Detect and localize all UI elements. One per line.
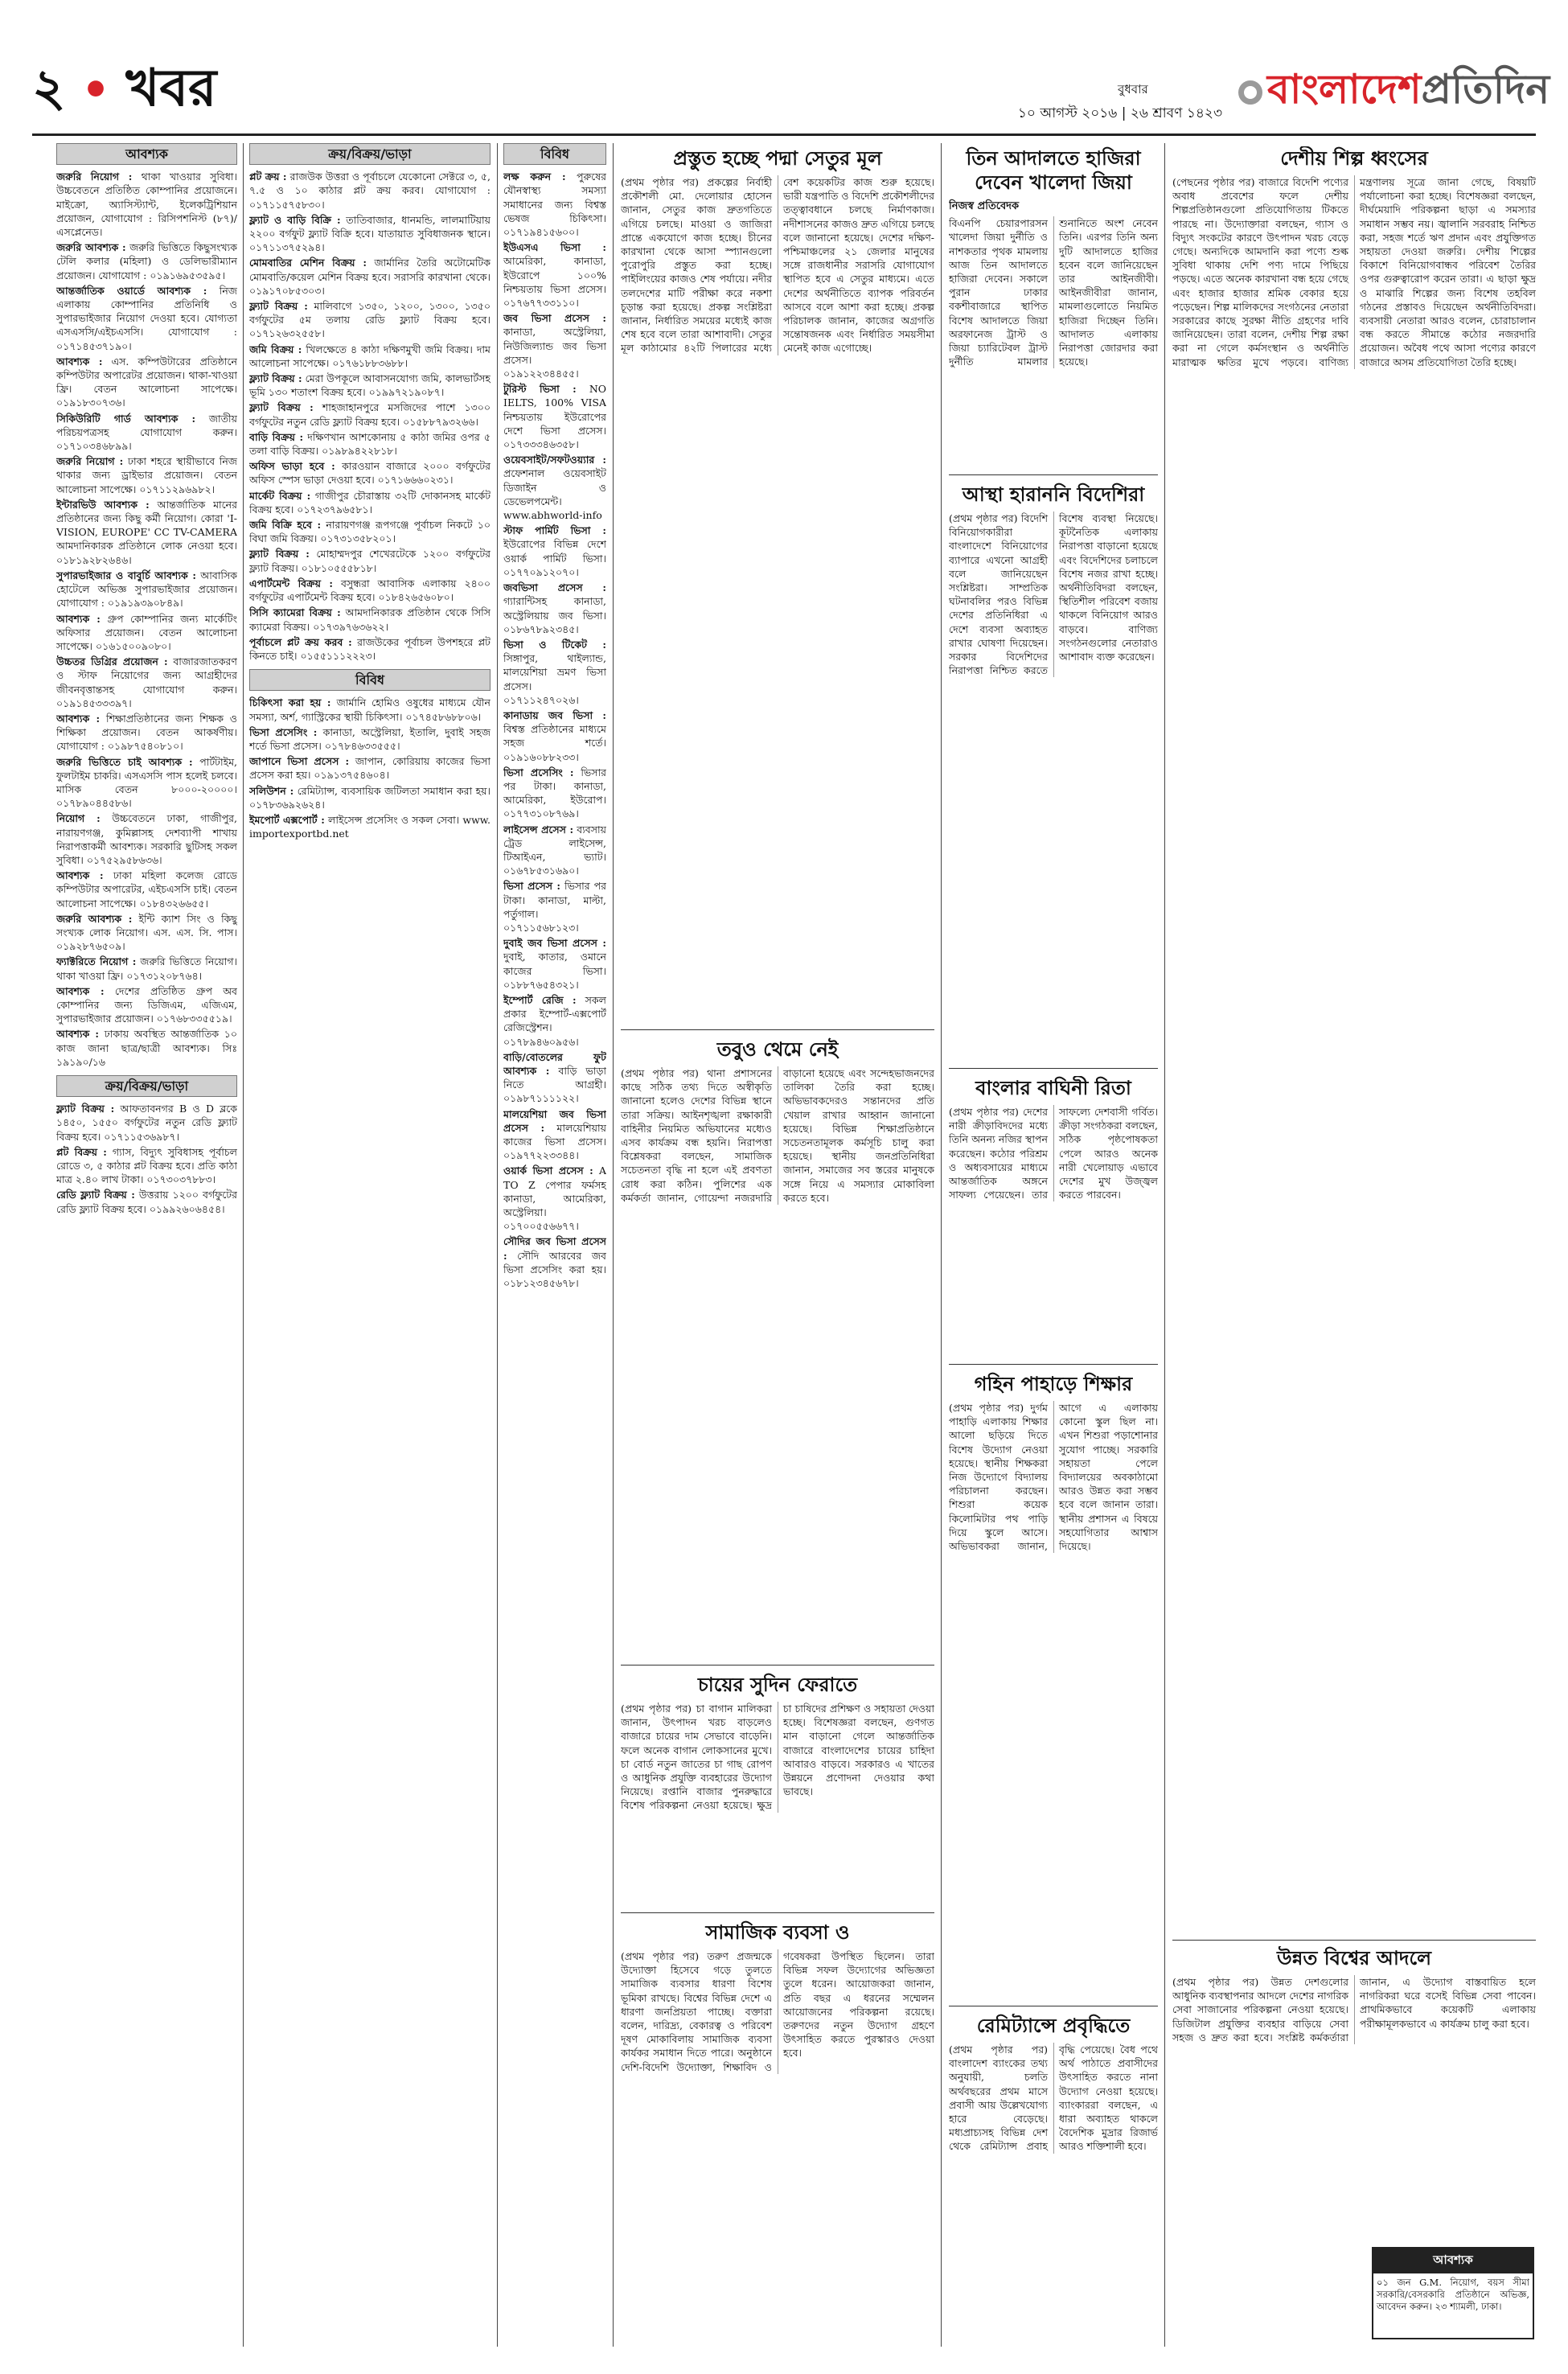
classified-ad-title: ইমপোর্ট এক্সপোর্ট : <box>249 813 325 826</box>
article-body: (প্রথম পৃষ্ঠার পর) থানা প্রশাসনের কাছে সঠিক তথ্য দিতে অস্বীকৃতি জানানো হলেও দেশের বিভিন্ন স্থানে তারা সক্রিয়। আইনশৃঙ্খলা রক্ষাকারী বাহিনীর নিয়মিত অভিযানের মধ্যেও এসব কার্যক্রম বন্ধ হয়নি। নিরাপত্তা বিশ্লেষকরা বলছেন, সামাজিক সচেতনতা বৃদ্ধি না হলে এই প্রবণতা রোধ করা কঠিন। পুলিশের এক কর্মকর্তা জানান, গোয়েন্দা নজরদারি বাড়ানো হয়েছে এবং সন্দেহভাজনদের তালিকা তৈরি করা হচ্ছে। অভিভাবকদেরও সন্তানদের প্রতি খেয়াল রাখার আহ্বান জানানো হয়েছে। বিভিন্ন শিক্ষাপ্রতিষ্ঠানে সচেতনতামূলক কর্মসূচি চালু করা হয়েছে। স্থানীয় জনপ্রতিনিধিরা জানান, সমাজের সব স্তরের মানুষকে সঙ্গে নিয়ে এ সমস্যার মোকাবিলা করতে হবে। <box>621 1067 934 1204</box>
classified-ad <box>503 1107 606 1163</box>
classified-ad-title: পূর্বাচলে প্লট ক্রয় করব : <box>249 635 352 648</box>
classified-ad <box>56 984 237 1026</box>
classified-ad-text: আফতাবনগর B ও D ব্লকে ১৪৫০, ১৫৫০ বর্গফুটের নতুন রেডি ফ্ল্যাট বিক্রয় হবে। ০১৭১১৫৩৬৯৮৭। <box>56 1103 237 1143</box>
classified-ad-title: জরুরি আবশ্যক : <box>56 241 126 254</box>
classified-ad-text: মালয়েশিয়ায় কাজের ভিসা প্রসেস। ০১৯৭৭২২৩৩৪৪। <box>503 1121 606 1162</box>
page-number: ২ • খবর <box>32 58 217 118</box>
classified-ad-title: আবশ্যক : <box>56 355 103 368</box>
article-rita <box>949 1076 1158 1357</box>
article-headline: রেমিট্যান্সে প্রবৃদ্ধিতে <box>976 2015 1131 2037</box>
classified-ad <box>249 784 491 811</box>
classified-ad <box>249 489 491 516</box>
classified-ad-title: ফ্ল্যাট ও বাড়ি বিক্রি : <box>249 213 341 226</box>
article-hill-education <box>949 1372 1158 1999</box>
classified-ad-title: জাপানে ভিসা প্রসেস : <box>249 755 350 768</box>
column-divider <box>613 143 614 2347</box>
classified-ad <box>249 577 491 604</box>
classified-ad <box>503 170 606 239</box>
classified-ad-title: জরুরি নিয়োগ : <box>56 170 133 183</box>
classified-ad-title: আন্তর্জাতিক ওয়ার্ডে আবশ্যক : <box>56 284 207 297</box>
classified-ad-title: আবশ্যক : <box>56 612 101 625</box>
classified-ad-text: দুবাই, কাতার, ওমানে কাজের ভিসা। ০১৮৮৭৬৫৪৩২১। <box>503 951 606 991</box>
classified-ad <box>249 170 491 212</box>
classified-ad-text: ঢাকা শহরে স্থায়ীভাবে নিজ থাকার জন্য ড্রাইভার প্রয়োজন। বেতন আলোচনা সাপেক্ষে। ০১৭১১২৯৬৯৮২। <box>56 455 237 495</box>
classified-ad <box>56 612 237 654</box>
article-remittance <box>949 2014 1158 2347</box>
job-ad-box <box>1372 2247 1534 2339</box>
classified-ad <box>503 638 606 707</box>
classified-ad-title: জব ভিসা প্রসেস : <box>503 312 606 325</box>
classified-ad <box>56 1027 237 1069</box>
classified-ad-title: মোমবাতির মেশিন বিক্রয় : <box>249 257 367 269</box>
classified-ad-text: মোহাম্মদপুর শেখেরটেকে ১২০০ বর্গফুটের ফ্ল্যাট বিক্রয়। ০১৮১০৫৫৫৮১৮। <box>249 548 491 574</box>
classified-ad <box>249 696 491 723</box>
classified-ad <box>56 655 237 710</box>
article-body: বিএনপি চেয়ারপারসন খালেদা জিয়া দুর্নীতি ও নাশকতার পৃথক মামলায় আজ তিন আদালতে হাজিরা দেবেন। সকালে পুরান ঢাকার বকশীবাজারে স্থাপিত বিশেষ আদালতে জিয়া অরফানেজ ট্রাস্ট ও জিয়া চ্যারিটেবল ট্রাস্ট দুর্নীতি মামলার শুনানিতে অংশ নেবেন তিনি। এরপর তিনি অন্য দুটি আদালতে হাজির হবেন বলে জানিয়েছেন তার আইনজীবী। আইনজীবীরা জানান, মামলাগুলোতে নিয়মিত হাজিরা দিচ্ছেন তিনি। আদালত এলাকায় নিরাপত্তা জোরদার করা হয়েছে। <box>949 217 1158 368</box>
classified-ad-text: আমেরিকা, কানাডা, ইউরোপে ১০০% নিশ্চয়তায় ভিসা প্রসেস। ০১৭৬৭৭৩৩১১০। <box>503 255 606 310</box>
classified-ad-text: তাতিবাজার, ধানমন্ডি, লালমাটিয়ায় ২২০০ বর্গফুট ফ্ল্যাট বিক্রি হবে। যাতায়াত সুবিধাজনক স্থানে। ০১৭১১৩৭৫২৯৪। <box>249 213 491 254</box>
article-divider <box>621 1912 934 1913</box>
ad-title: আবশ্যক <box>1373 2249 1533 2273</box>
classified-ad-text: জরুরি ভিত্তিতে নিয়োগ। থাকা খাওয়া ফ্রি। ০১৭৩১২০৮৭৬৪। <box>56 955 237 982</box>
classified-ad <box>56 1188 237 1215</box>
classified-ad <box>503 524 606 579</box>
article-headline: প্রস্তুত হচ্ছে পদ্মা সেতুর মূল <box>673 147 882 170</box>
classified-ad <box>503 311 606 380</box>
classified-ad-title: ওয়ার্ক ভিসা প্রসেস : <box>503 1164 593 1177</box>
classified-ad-title: কানাডায় জব ভিসা : <box>503 709 606 721</box>
classified-ad-text: গ্রুপ কোম্পানির জন্য মার্কেটিং অফিসার প্রয়োজন। বেতন আলোচনা সাপেক্ষে। ০১৬১৫০০৯০৮০। <box>56 612 237 652</box>
classified-ad-text: রেমিট্যান্স, ব্যবসায়িক জটিলতা সমাধান করা হয়। ০১৭৮৩৬৯২৬২৪। <box>249 784 491 811</box>
classified-ad-title: সিসি ক্যামেরা বিক্রয় : <box>249 606 341 619</box>
classified-ad-text: নারায়ণগঞ্জ রূপগঞ্জে পূর্বাচল নিকটে ১০ বিঘা জমি বিক্রয়। ০১৭৩১৩৫৮২০১। <box>249 519 491 545</box>
classified-ad-title: ইম্পোর্ট রেজি : <box>503 993 577 1006</box>
classified-ad <box>503 823 606 878</box>
classified-ad-text: গ্যারান্টিসহ কানাডা, অস্ট্রেলিয়ায় জব ভিসা। ০১৮৬৭৮৯২৩৪৫। <box>503 595 606 635</box>
article-tea <box>621 1673 934 1906</box>
classified-ad-text: উত্তরায় ১২০০ বর্গফুটের রেডি ফ্ল্যাট বিক্রয় হবে। ০১৯৯২৬০৬৪৫৪। <box>56 1189 237 1215</box>
logo-ring-icon <box>1238 80 1262 105</box>
classified-ad <box>503 240 606 310</box>
classified-ad-text: নিজ এলাকায় কোম্পানির প্রতিনিধি ও সুপারভাইজার নিয়োগ দেওয়া হবে। যোগ্যতা এসএসসি/এইচএসসি। যোগাযোগ : ০১৭১৪৫৩৭১৯০। <box>56 284 237 352</box>
classified-ad <box>249 256 491 298</box>
newspaper-logo: বাংলাদেশপ্রতিদিন <box>1238 56 1550 129</box>
classified-ad <box>56 355 237 410</box>
ad-body: ০১ জন G.M. নিয়োগ, বয়স সীমা সরকারি/বেসরকারি প্রতিষ্ঠানে অভিজ্ঞ, আবেদন করুন। ২৩ শ্যামলী, ঢাকা। <box>1377 2277 1529 2312</box>
classified-ad-title: ইউএসএ ভিসা : <box>503 241 606 254</box>
article-body: (প্রথম পৃষ্ঠার পর) বাংলাদেশ ব্যাংকের তথ্য অনুযায়ী, চলতি অর্থবছরের প্রথম মাসে প্রবাসী আয় উল্লেখযোগ্য হারে বেড়েছে। মধ্যপ্রাচ্যসহ বিভিন্ন দেশ থেকে রেমিট্যান্স প্রবাহ বৃদ্ধি পেয়েছে। বৈধ পথে অর্থ পাঠাতে প্রবাসীদের উৎসাহিত করতে নানা উদ্যোগ নেওয়া হয়েছে। ব্যাংকাররা বলছেন, এ ধারা অব্যাহত থাকলে বৈদেশিক মুদ্রার রিজার্ভ আরও শক্তিশালী হবে। <box>949 2043 1158 2153</box>
article-local-industry <box>1172 146 1536 1933</box>
classified-ad-text: জার্মানি হোমিও ওষুধের মাধ্যমে যৌন সমস্যা, অর্শ, গ্যাস্ট্রিকের স্থায়ী চিকিৎসা। ০১৭৪৫৮৬৮৮০৬। <box>249 696 491 723</box>
article-divider <box>1172 1940 1536 1941</box>
classified-ad-text: আমদানিকারক প্রতিষ্ঠান থেকে সিসি ক্যামেরা বিক্রয়। ০১৭৩৯৭৬৩৬২২। <box>249 606 491 633</box>
classified-ad <box>56 1102 237 1144</box>
classified-ad <box>503 382 606 451</box>
classified-ad <box>56 955 237 982</box>
classified-ad <box>503 879 606 934</box>
classified-ad-title: উচ্চতর ডিগ্রির প্রয়োজন : <box>56 655 168 668</box>
classified-ad-text: ঢাকায় অবস্থিত আন্তর্জাতিক ১০ কাজ জানা ছাত্র/ছাত্রী আবশ্যক। সিঃ ১৯১৯০/১৬ <box>56 1028 237 1068</box>
classified-ad <box>56 454 237 496</box>
classified-ad <box>503 1164 606 1233</box>
classified-ad-text: এস. কম্পিউটারের প্রতিষ্ঠানে কম্পিউটার অপারেটর প্রয়োজন। থাকা-খাওয়া ফ্রি। বেতন আলোচনা সাপেক্ষে। ০১৯১৮৩০৭৩৬। <box>56 355 237 409</box>
classified-ad-text: জার্মানির তৈরি অটোমেটিক মোমবাতি/কয়েল মেশিন বিক্রয় হবে। সরাসরি কারখানা থেকে। ০১৯১৭০৮৫৩০৩। <box>249 257 491 297</box>
classified-ad-text: লাইসেন্স প্রসেসিং ও সকল সেবা। www. importexportbd.net <box>249 813 491 840</box>
classified-ad-title: সলিউশন : <box>249 784 294 797</box>
classified-ad-title: টুরিস্ট ভিসা : <box>503 383 577 396</box>
article-byline: নিজস্ব প্রতিবেদক <box>949 200 1020 212</box>
classified-ad <box>249 213 491 255</box>
classified-ad-title: স্টাফ পার্মিট ভিসা : <box>503 524 606 537</box>
classified-ad-text: রাজউকের পূর্বাচল উপশহরে প্লট কিনতে চাই। ০১৫৫১১১২২২৩। <box>249 635 491 662</box>
classified-ad <box>56 912 237 954</box>
classified-ad <box>503 993 606 1049</box>
classified-ad-text: ইন্টি ক্যাশ সিং ও কিছু সংখ্যক লোক নিয়োগ। এস. এস. সি. পাস। ০১৯২৮৭৬৫০৯। <box>56 912 237 953</box>
classified-ad-text: ভিসার পর টাকা। কানাডা, মাল্টা, পর্তুগাল। ০১৭১১৫৬৮১২৩। <box>503 880 606 934</box>
article-body: (প্রথম পৃষ্ঠার পর) উন্নত দেশগুলোর আধুনিক ব্যবস্থাপনার আদলে দেশের নাগরিক সেবা সাজানোর পরিকল্পনা নেওয়া হয়েছে। ডিজিটাল প্রযুক্তির ব্যবহার বাড়িয়ে সেবা সহজ ও দ্রুত করা হবে। সংশ্লিষ্ট কর্মকর্তারা জানান, এ উদ্যোগ বাস্তবায়িত হলে নাগরিকরা ঘরে বসেই বিভিন্ন সেবা পাবেন। প্রাথমিকভাবে কয়েকটি এলাকায় পরীক্ষামূলকভাবে এ কার্যক্রম চালু করা হবে। <box>1172 1976 1536 2043</box>
classified-ad <box>56 240 237 282</box>
article-headline: সামাজিক ব্যবসা ও <box>705 1921 850 1944</box>
article-divider <box>949 1068 1158 1069</box>
classified-ad-title: আবশ্যক : <box>56 1028 99 1041</box>
article-headline: বাংলার বাঘিনী রিতা <box>975 1077 1131 1099</box>
classified-ad <box>56 569 237 610</box>
classified-ad-text: গাজীপুর চৌরাস্তায় ৩২টি দোকানসহ মার্কেট বিক্রয় হবে। ০১৭২৩৭৯৬৫৮১। <box>249 489 491 515</box>
classified-ad <box>56 712 237 754</box>
classified-ad <box>56 284 237 353</box>
article-headline: তবুও থেমে নেই <box>716 1038 839 1061</box>
classified-ad-text: সকল প্রকার ইম্পোর্ট-এক্সপোর্ট রেজিস্ট্রেশন। ০১৭৮৯৪৬০৯৫৬। <box>503 993 606 1048</box>
classified-ad-title: ফ্যাক্টরিতে নিয়োগ : <box>56 955 137 968</box>
classified-ad-title: লক্ষ করুন : <box>503 170 566 183</box>
issue-day: বুধবার <box>1118 82 1148 97</box>
masthead <box>32 56 1550 129</box>
classified-ad <box>56 869 237 910</box>
classified-ad-text: ঢাকা মহিলা কলেজ রোডে কম্পিউটার অপারেটর, এইচএসসি চাই। বেতন আলোচনা সাপেক্ষে। ০১৮৪৩২৬৬৫৫। <box>56 869 237 910</box>
classified-ad-text: সৌদি আরবের জব ভিসা প্রসেসিং করা হয়। ০১৮১২৩৪৫৬৭৮। <box>503 1249 606 1290</box>
classified-ad <box>249 299 491 341</box>
classified-ad-title: আবশ্যক : <box>56 869 104 882</box>
article-body: (পেছনের পৃষ্ঠার পর) বাজারে বিদেশি পণ্যের অবাধ প্রবেশের ফলে দেশীয় শিল্পপ্রতিষ্ঠানগুলো প্রতিযোগিতায় টিকতে পারছে না। উদ্যোক্তারা বলছেন, গ্যাস ও বিদ্যুৎ সংকটের কারণে উৎপাদন খরচ বেড়ে গেছে। অন্যদিকে আমদানি করা পণ্যে শুল্ক সুবিধা থাকায় দেশি পণ্য দামে পিছিয়ে পড়ছে। এতে অনেক কারখানা বন্ধ হয়ে গেছে এবং হাজার হাজার শ্রমিক বেকার হয়ে পড়েছেন। শিল্প মালিকদের সংগঠনের নেতারা সরকারের কাছে সুরক্ষা নীতি গ্রহণের দাবি জানিয়েছেন। তারা বলেন, দেশীয় শিল্প রক্ষা করা না গেলে কর্মসংস্থান ও অর্থনীতি মারাত্মক ক্ষতির মুখে পড়বে। বাণিজ্য মন্ত্রণালয় সূত্রে জানা গেছে, বিষয়টি পর্যালোচনা করা হচ্ছে। বিশেষজ্ঞরা বলছেন, দীর্ঘমেয়াদি পরিকল্পনা ছাড়া এ সমস্যার সমাধান সম্ভব নয়। জ্বালানি সরবরাহ নিশ্চিত করা, সহজ শর্তে ঋণ প্রদান এবং প্রযুক্তিগত সহায়তা দেওয়া জরুরি। দেশীয় শিল্পের বিকাশে বিনিয়োগবান্ধব পরিবেশ তৈরির ওপর গুরুত্বারোপ করেন তারা। এ ছাড়া ক্ষুদ্র ও মাঝারি শিল্পের জন্য বিশেষ তহবিল গঠনের প্রস্তাবও দিয়েছেন অর্থনীতিবিদরা। ব্যবসায়ী নেতারা আরও বলেন, চোরাচালান বন্ধ করতে সীমান্তে কঠোর নজরদারি প্রয়োজন। অবৈধ পথে আসা পণ্যের কারণে বাজারে অসম প্রতিযোগিতা তৈরি হচ্ছে। <box>1172 176 1536 368</box>
classified-ad-text: মালিবাগে ১৩৫০, ১২০০, ১৩০০, ১৩৫০ বর্গফুটের ৫ম তলায় রেডি ফ্ল্যাট বিক্রয় হবে। ০১৭১২৬৩২৫৫৮। <box>249 300 491 340</box>
classified-ad-title: ভিসা প্রসেসিং : <box>503 766 574 778</box>
article-headline: উন্নত বিশ্বের আদলে <box>1276 1947 1431 1969</box>
article-khaleda <box>949 146 1158 468</box>
classified-ad <box>56 498 237 567</box>
classified-ad <box>56 755 237 811</box>
article-body: (প্রথম পৃষ্ঠার পর) তরুণ প্রজন্মকে উদ্যোক্তা হিসেবে গড়ে তুলতে সামাজিক ব্যবসার ধারণা বিশেষ ভূমিকা রাখছে। বিশ্বের বিভিন্ন দেশে এ ধারণা জনপ্রিয়তা পাচ্ছে। বক্তারা বলেন, দারিদ্র্য, বেকারত্ব ও পরিবেশ দূষণ মোকাবিলায় সামাজিক ব্যবসা কার্যকর সমাধান দিতে পারে। অনুষ্ঠানে দেশি-বিদেশি উদ্যোক্তা, শিক্ষাবিদ ও গবেষকরা উপস্থিত ছিলেন। তারা বিভিন্ন সফল উদ্যোগের অভিজ্ঞতা তুলে ধরেন। আয়োজকরা জানান, প্রতি বছর এ ধরনের সম্মেলন আয়োজনের পরিকল্পনা রয়েছে। তরুণদের নতুন উদ্যোগ গ্রহণে উৎসাহিত করতে পুরস্কারও দেওয়া হবে। <box>621 1950 934 2073</box>
bullet-icon: • <box>65 64 126 117</box>
classified-ad-title: ফ্ল্যাট বিক্রয় : <box>249 372 302 385</box>
article-social-business <box>621 1920 934 2347</box>
classified-ad-text: রাজউক উত্তরা ও পূর্বাচলে যেকোনো সেক্টরে ৩, ৫, ৭.৫ ও ১০ কাঠার প্লট ক্রয় করব। যোগাযোগ : ০১৭১১৫৭৫৮৩০। <box>249 170 491 211</box>
category-heading: বিবিধ <box>249 669 491 691</box>
classified-ad-text: NO IELTS, 100% VISA নিশ্চয়তায় ইউরোপের দেশে ভিসা প্রসেস। ০১৭৩৩৩৪৬৩৫৮। <box>503 383 606 451</box>
classified-ad-title: মালয়েশিয়া জব ভিসা প্রসেস : <box>503 1107 606 1134</box>
classified-ad-text: দক্ষিণখান আশকোনায় ৫ কাঠা জমির ওপর ৫ তলা বাড়ি বিক্রয়। ০১৯৮৯৪২২৮১৮। <box>249 430 491 458</box>
article-body: (প্রথম পৃষ্ঠার পর) দুর্গম পাহাড়ি এলাকায় শিক্ষার আলো ছড়িয়ে দিতে বিশেষ উদ্যোগ নেওয়া হয়েছে। স্থানীয় শিক্ষকরা নিজ উদ্যোগে বিদ্যালয় পরিচালনা করছেন। শিশুরা কয়েক কিলোমিটার পথ পাড়ি দিয়ে স্কুলে আসে। অভিভাবকরা জানান, আগে এ এলাকায় কোনো স্কুল ছিল না। এখন শিশুরা পড়াশোনার সুযোগ পাচ্ছে। সরকারি সহায়তা পেলে বিদ্যালয়ের অবকাঠামো আরও উন্নত করা সম্ভব হবে বলে জানান তারা। স্থানীয় প্রশাসন এ বিষয়ে সহযোগিতার আশ্বাস দিয়েছে। <box>949 1402 1158 1553</box>
classified-ad-title: বাড়ি/বোতলের ফুট আবশ্যক : <box>503 1050 606 1077</box>
category-heading: ক্রয়/বিক্রয়/ভাড়া <box>56 1075 237 1097</box>
classified-ad <box>249 547 491 574</box>
classified-ad-text: ইউরোপের বিভিন্ন দেশে ওয়ার্ক পার্মিট ভিসা। ০১৭৭০৯১২০৭০। <box>503 538 606 578</box>
classified-ad <box>56 1145 237 1187</box>
classified-ad-title: প্লট ক্রয় : <box>249 170 287 183</box>
classified-ad-text: খিলক্ষেতে ৪ কাঠা দক্ষিণমুখী জমি বিক্রয়। দাম আলোচনা সাপেক্ষে। ০১৭৬১৮৮৩৬৮৮। <box>249 343 491 369</box>
issue-date-text: ১০ আগস্ট ২০১৬ | ২৬ শ্রাবণ ১৪২৩ <box>1017 105 1222 121</box>
classified-ad-text: পার্টটাইম, ফুলটাইম চাকরি। এসএসসি পাস হলেই চলবে। মাসিক বেতন ৮০০০-২০০০০। ০১৭৮৯০৪৪৫৮৬। <box>56 755 237 810</box>
classified-ad <box>56 811 237 867</box>
classified-ad-text: জাপান, কোরিয়ায় কাজের ভিসা প্রসেস করা হয়। ০১৯১৩৭৫৪৬০৪। <box>249 755 491 782</box>
classified-ad-text: শিক্ষাপ্রতিষ্ঠানের জন্য শিক্ষক ও শিক্ষিকা প্রয়োজন। বেতন আকর্ষণীয়। যোগাযোগ : ০১৯৮৭৫৪০৮১০। <box>56 712 237 753</box>
classified-ad-text: কানাডা, অস্ট্রেলিয়া, ইতালি, দুবাই সহজ শর্তে ভিসা প্রসেস। ০১৭৮৪৬৩৩৫৫৫। <box>249 725 491 752</box>
article-body: (প্রথম পৃষ্ঠার পর) দেশের নারী ক্রীড়াবিদদের মধ্যে তিনি অনন্য নজির স্থাপন করেছেন। কঠোর পরিশ্রম ও অধ্যবসায়ের মাধ্যমে আন্তর্জাতিক অঙ্গনে সাফল্য পেয়েছেন। তার সাফল্যে দেশবাসী গর্বিত। ক্রীড়া সংগঠকরা বলছেন, সঠিক পৃষ্ঠপোষকতা পেলে আরও অনেক নারী খেলোয়াড় এভাবে দেশের মুখ উজ্জ্বল করতে পারবেন। <box>949 1106 1158 1201</box>
classified-ad-text: A TO Z পেপার ফর্মসহ কানাডা, আমেরিকা, অস্ট্রেলিয়া। ০১৭০০৫৫৬৬৭৭। <box>503 1164 606 1233</box>
classified-ad <box>249 372 491 399</box>
classified-ad-title: ফ্ল্যাট বিক্রয় : <box>56 1103 115 1115</box>
classified-ad-text: মেরা উপকূলে আবাসনযোগ্য জমি, কালভার্টসহ ভূমি ১৩০ শতাংশ বিক্রয় হবে। ০১৯৯৭২১৯০৮৭। <box>249 372 491 399</box>
classified-ad-title: ইন্টারভিউ আবশ্যক : <box>56 498 150 511</box>
classified-ad <box>249 430 491 458</box>
classified-ad-title: জবভিসা প্রসেস : <box>503 581 606 594</box>
article-headline: তিন আদালতে হাজিরা দেবেন খালেদা জিয়া <box>966 147 1141 194</box>
classified-ad-title: সুপারভাইজার ও বাবুর্চি আবশ্যক : <box>56 569 196 581</box>
classified-ad-title: চিকিৎসা করা হয় : <box>249 696 331 709</box>
classified-ad-text: কানাডা, অস্ট্রেলিয়া, নিউজিল্যান্ড জব ভিসা প্রসেস। ০১৯১২২৩৪৪৫৫। <box>503 326 606 380</box>
classified-ad <box>503 936 606 992</box>
classified-ad-title: আবশ্যক : <box>56 984 105 997</box>
classified-ad-text: বাজারজাতকরণ ও স্টাফ নিয়োগের জন্য আগ্রহীদের জীবনবৃত্তান্তসহ যোগাযোগ করুন। ০১৯১৪৫৩৩৩৯৭। <box>56 655 237 709</box>
classified-ad <box>249 606 491 633</box>
classifieds-column-2 <box>249 143 491 2347</box>
classified-ad-title: রেডি ফ্ল্যাট বিক্রয় : <box>56 1189 135 1201</box>
classified-ad <box>249 813 491 840</box>
classified-ad-text: ব্যবসায় ট্রেড লাইসেন্স, টিআইএন, ভ্যাট। ০১৬৭৮৫৩১৬৯০। <box>503 823 606 877</box>
classified-ad-title: জরুরি আবশ্যক : <box>56 912 133 925</box>
article-divider <box>949 474 1158 475</box>
article-divider <box>949 1364 1158 1365</box>
column-divider <box>243 143 244 2347</box>
classified-ad-title: নিয়োগ : <box>56 812 101 825</box>
classified-ad-title: ফ্ল্যাট বিক্রয় : <box>249 401 314 414</box>
classified-ad-title: বাড়ি বিক্রয় : <box>249 430 304 443</box>
issue-date <box>997 80 1222 125</box>
article-abroad <box>949 483 1158 1062</box>
classified-ad-title: জরুরি ভিত্তিতে চাই আবশ্যক : <box>56 755 193 768</box>
classified-ad-title: মার্কেট বিক্রয় : <box>249 489 311 502</box>
classified-ad-title: এপার্টমেন্ট বিক্রয় : <box>249 577 333 589</box>
article-padma-bridge <box>621 146 934 1023</box>
article-body: (প্রথম পৃষ্ঠার পর) চা বাগান মালিকরা জানান, উৎপাদন খরচ বাড়লেও বাজারে চায়ের দাম সেভাবে বাড়েনি। ফলে অনেক বাগান লোকসানের মুখে। চা বোর্ড নতুন জাতের চা গাছ রোপণ ও আধুনিক প্রযুক্তি ব্যবহারের উদ্যোগ নিয়েছে। রপ্তানি বাজার পুনরুদ্ধারে বিশেষ পরিকল্পনা নেওয়া হয়েছে। ক্ষুদ্র চা চাষিদের প্রশিক্ষণ ও সহায়তা দেওয়া হচ্ছে। বিশেষজ্ঞরা বলছেন, গুণগত মান বাড়ানো গেলে আন্তর্জাতিক বাজারে বাংলাদেশের চায়ের চাহিদা আবারও বাড়বে। সরকারও এ খাতের উন্নয়নে প্রণোদনা দেওয়ার কথা ভাবছে। <box>621 1702 934 1812</box>
classified-ad <box>503 581 606 636</box>
classified-ad-text: গ্যাস, বিদ্যুৎ সুবিধাসহ পূর্বাচল রোডে ৩, ৫ কাঠার প্লট বিক্রয় হবে। প্রতি কাঠা মাত্র ২.৪০ লাখ টাকা। ০১৭৩০৩৭৮৮৩। <box>56 1145 237 1186</box>
classified-ad-title: অফিস ভাড়া হবে : <box>249 460 335 473</box>
classified-ad <box>503 1234 606 1290</box>
classified-ad-text: পুরুষের যৌনস্বাস্থ্য সমস্যা সমাধানের জন্য বিশ্বস্ত ভেষজ চিকিৎসা। ০১৭১৯৪১৫৬০০। <box>503 170 606 239</box>
classified-ad-text: সিঙ্গাপুর, থাইল্যান্ড, মালয়েশিয়া ভ্রমণ ভিসা প্রসেস। ০১৭১১২৪৭০২৬। <box>503 652 606 706</box>
classifieds-column-3 <box>503 143 606 2347</box>
article-body: (প্রথম পৃষ্ঠার পর) বিদেশি বিনিয়োগকারীরা বাংলাদেশে বিনিয়োগের ব্যাপারে এখনো আগ্রহী বলে জানিয়েছেন সংশ্লিষ্টরা। সাম্প্রতিক ঘটনাবলির পরও বিভিন্ন দেশের প্রতিনিধিরা এ দেশে ব্যবসা অব্যাহত রাখার ঘোষণা দিয়েছেন। সরকার বিদেশিদের নিরাপত্তা নিশ্চিত করতে বিশেষ ব্যবস্থা নিয়েছে। কূটনৈতিক এলাকায় নিরাপত্তা বাড়ানো হয়েছে এবং বিদেশিদের চলাচলে বিশেষ নজর রাখা হচ্ছে। অর্থনীতিবিদরা বলছেন, স্থিতিশীল পরিবেশ বজায় থাকলে বিনিয়োগ আরও বাড়বে। বাণিজ্য সংগঠনগুলোর নেতারাও আশাবাদ ব্যক্ত করেছেন। <box>949 512 1158 677</box>
classified-ad-title: ভিসা প্রসেসিং : <box>249 725 318 738</box>
classified-ad-text: শাহজাহানপুরে মসজিদের পাশে ১৩০০ বর্গফুটের নতুন রেডি ফ্ল্যাট বিক্রয় হবে। ০১৫৮৮৭৯৩২৬৬। <box>249 401 491 428</box>
article-headline: দেশীয় শিল্প ধ্বংসের <box>1280 147 1428 170</box>
section-name: খবর <box>125 58 217 118</box>
header-divider <box>32 133 1536 136</box>
classified-ad-title: প্লট বিক্রয় : <box>56 1145 107 1158</box>
classifieds-column-1 <box>56 143 237 2347</box>
classified-ad-text: বাড়ি ভাড়া নিতে আগ্রহী। ০১৯৮৭১১১১২২। <box>503 1065 606 1105</box>
classified-ad-title: সিকিউরিটি গার্ড আবশ্যক : <box>56 412 196 425</box>
classified-ad-title: লাইসেন্স প্রসেস : <box>503 823 574 836</box>
article-body: (প্রথম পৃষ্ঠার পর) প্রকল্পের নির্বাহী প্রকৌশলী মো. দেলোয়ার হোসেন জানান, সেতুর কাজ দ্রুতগতিতে এগিয়ে চলছে। মাওয়া ও জাজিরা প্রান্তে একযোগে কাজ হচ্ছে। চীনের কারখানা থেকে আসা স্প্যানগুলো পুরোপুরি প্রস্তুত করা হচ্ছে। পাইলিংয়ের কাজও শেষ পর্যায়ে। নদীর তলদেশের মাটি পরীক্ষা করে নকশা চূড়ান্ত করা হয়েছে। প্রকল্প সংশ্লিষ্টরা জানান, নির্ধারিত সময়ের মধ্যেই কাজ শেষ হবে বলে তারা আশাবাদী। সেতুর মূল কাঠামোর ৪২টি পিলারের মধ্যে বেশ কয়েকটির কাজ শুরু হয়েছে। ভারী যন্ত্রপাতি ও বিদেশি প্রকৌশলীদের তত্ত্বাবধানে চলছে নির্মাণকাজ। নদীশাসনের কাজও দ্রুত এগিয়ে চলছে বলে জানানো হয়েছে। দেশের দক্ষিণ-পশ্চিমাঞ্চলের ২১ জেলার মানুষের সঙ্গে রাজধানীর সরাসরি যোগাযোগ স্থাপিত হবে এ সেতুর মাধ্যমে। এতে দেশের অর্থনীতিতে ব্যাপক পরিবর্তন আসবে বলে আশা করা হচ্ছে। প্রকল্প পরিচালক জানান, কাজের অগ্রগতি সন্তোষজনক এবং নির্ধারিত সময়সীমা মেনেই কাজ এগোচ্ছে। <box>621 176 934 355</box>
classified-ad-text: উচ্চবেতনে ঢাকা, গাজীপুর, নারায়ণগঞ্জ, কুমিল্লাসহ দেশব্যাপী শাখায় নিরাপত্তাকর্মী আবশ্যক। সরকারি ছুটিসহ সকল সুবিধা। ০১৭৫২৯৫৮৬৩৬। <box>56 812 237 866</box>
classified-ad <box>503 1050 606 1106</box>
classified-ad <box>56 170 237 239</box>
classified-ad-title: ওয়েবসাইট/সফটওয়্যার : <box>503 454 606 466</box>
classified-ad-text: ভিসার পর টাকা। কানাডা, আমেরিকা, ইউরোপ। ০১৭৭৩১০৮৭৬৯। <box>503 766 606 820</box>
classified-ad-title: আবশ্যক : <box>56 712 101 725</box>
article-headline: গহিন পাহাড়ে শিক্ষার <box>974 1373 1133 1395</box>
classified-ad-title: ভিসা ও টিকেট : <box>503 638 606 651</box>
classified-ad <box>503 766 606 821</box>
classified-ad <box>249 725 491 753</box>
article-headline: চায়ের সুদিন ফেরাতে <box>697 1674 858 1696</box>
classified-ad <box>503 709 606 764</box>
classified-ad-text: আন্তর্জাতিক মানের প্রতিষ্ঠানের জন্য কিছু কর্মী নিয়োগ। কোরা 'I-VISION, EUROPE' CC TV-CAMERA আমদানিকারক প্রতিষ্ঠানে লোক নেওয়া হবে। ০১৮১৯২৮২৬৪৬। <box>56 498 237 566</box>
classified-ad-title: জরুরি নিয়োগ : <box>56 455 124 468</box>
category-heading: ক্রয়/বিক্রয়/ভাড়া <box>249 143 491 165</box>
classified-ad <box>249 343 491 370</box>
category-heading: বিবিধ <box>503 143 606 165</box>
classified-ad-text: প্রফেশনাল ওয়েবসাইট ডিজাইন ও ডেভেলপমেন্ট। www.abhworld-info <box>503 467 606 522</box>
article-tobuo <box>621 1037 934 1657</box>
classified-ad <box>503 453 606 522</box>
classified-ad-text: জরুরি ভিত্তিতে কিছুসংখ্যক টেলি কলার (মহিলা) ও ডেলিভারীম্যান প্রয়োজন। যোগাযোগ : ০১৯১৬৯৫৩৫৯৫। <box>56 241 237 281</box>
classified-ad <box>249 518 491 545</box>
classified-ad <box>249 459 491 487</box>
classified-ad-text: জাতীয় পরিচয়পত্রসহ যোগাযোগ করুন। ০১৭১০৩৪৬৮৯৯। <box>56 412 237 453</box>
classified-ad <box>249 400 491 428</box>
classified-ad-title: ফ্ল্যাট বিক্রয় : <box>249 548 310 561</box>
column-divider <box>1164 143 1165 2347</box>
classified-ad <box>249 635 491 663</box>
classified-ad-title: জমি বিক্রয় : <box>249 343 302 355</box>
article-divider <box>621 1029 934 1030</box>
classified-ad <box>249 754 491 782</box>
classified-ad-title: সৌদির জব ভিসা প্রসেস : <box>503 1235 606 1262</box>
article-developed-world <box>1172 1946 1536 2244</box>
column-divider <box>941 143 942 2347</box>
classified-ad-text: কারওয়ান বাজারে ২০০০ বর্গফুটের অফিস স্পেস ভাড়া দেওয়া হবে। ০১৭১৬৬৬০২৩১। <box>249 460 491 487</box>
classified-ad-text: আবাসিক হোটেলে অভিজ্ঞ সুপারভাইজার প্রয়োজন। যোগাযোগ : ০১৯১৯৩৯০৮৪৯। <box>56 569 237 610</box>
classified-ad-text: বসুন্ধরা আবাসিক এলাকায় ২৪০০ বর্গফুটের এপার্টমেন্ট বিক্রয় হবে। ০১৮৪২৬৫৬০৮০। <box>249 577 491 604</box>
category-heading: আবশ্যক <box>56 143 237 165</box>
classified-ad-text: দেশের প্রতিষ্ঠিত গ্রুপ অব কোম্পানির জন্য ডিজিএম, এজিএম, সুপারভাইজার প্রয়োজন। ০১৭৬৮৩৩৫৫১৯। <box>56 984 237 1025</box>
column-divider <box>497 143 498 2347</box>
classified-ad-text: বিশ্বস্ত প্রতিষ্ঠানের মাধ্যমে সহজ শর্তে। ০১৯১৬০৮৮২৩৩। <box>503 723 606 763</box>
classified-ad <box>56 412 237 454</box>
classified-ad-title: জমি বিক্রি হবে : <box>249 519 322 532</box>
classified-ad-title: ভিসা প্রসেস : <box>503 880 560 893</box>
classified-ad-title: দুবাই জব ভিসা প্রসেস : <box>503 937 606 950</box>
classified-ad-text: থাকা খাওয়ার সুবিধা। উচ্চবেতনে প্রতিষ্ঠিত কোম্পানির প্রয়োজনে। মাইক্রো, অ্যাসিস্ট্যান্ট, ইলেকট্রিশিয়ান প্রয়োজন, যোগাযোগ : রিসিপশনিস্ট (৮৭)/এসপ্লেনেড। <box>56 170 237 239</box>
article-headline: আস্থা হারাননি বিদেশিরা <box>962 483 1145 506</box>
classified-ad-title: ফ্ল্যাট বিক্রয় : <box>249 300 308 313</box>
